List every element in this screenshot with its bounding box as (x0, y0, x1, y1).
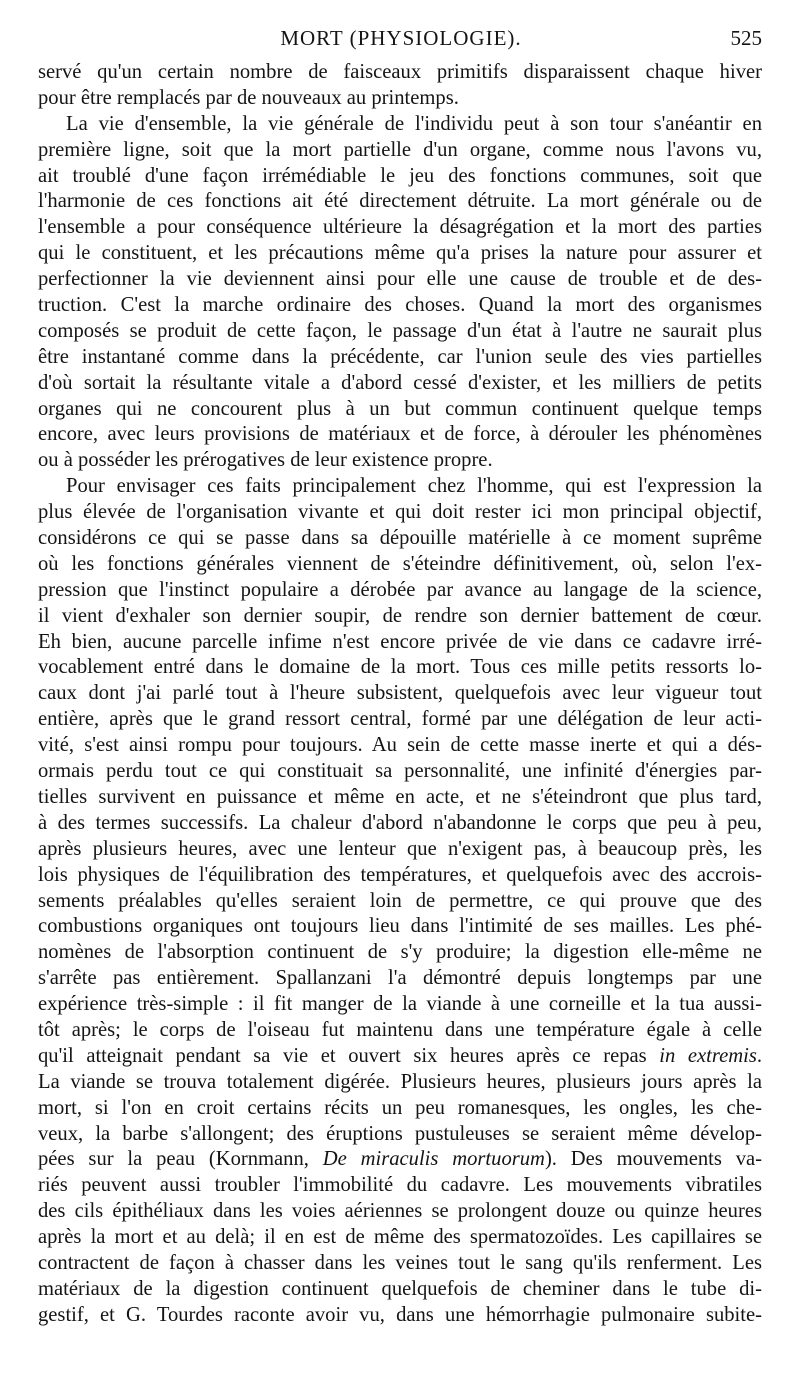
text-line: La vie d'ensemble, la vie générale de l'individu peut à son tour s'anéantir en (66, 112, 762, 135)
running-head (40, 26, 762, 56)
text-line: vité, s'est ainsi rompu pour toujours. Au sein de cette masse inerte et qui a dés- (38, 734, 762, 757)
text-line: truction. C'est la marche ordinaire des choses. Quand la mort des organismes (38, 294, 762, 317)
text-line: vocablement entré dans le domaine de la mort. Tous ces mille petits ressorts lo- (38, 656, 762, 679)
text-line: l'harmonie de ces fonctions ait été directement détruite. La mort générale ou de (38, 190, 762, 213)
text-line: plus élevée de l'organisation vivante et qui doit rester ici mon principal objectif, (38, 501, 762, 524)
text-line: Eh bien, aucune parcelle infime n'est encore privée de vie dans ce cadavre irré- (38, 630, 762, 653)
text-line: ait troublé d'une façon irrémédiable le jeu des fonctions communes, soit que (38, 164, 762, 187)
text-line: mort, si l'on en croit certains récits un peu romanesques, les ongles, les che- (38, 1096, 762, 1119)
text-line: organes qui ne concourent plus à un but commun continuent quelque temps (38, 397, 762, 420)
text-line: nomènes de l'absorption continuent de s'y produire; la digestion elle-même ne (38, 941, 762, 964)
text-line: des cils épithéliaux dans les voies aériennes se prolongent douze ou quinze heures (38, 1200, 762, 1223)
text-line: tôt après; le corps de l'oiseau fut maintenu dans une température égale à celle (38, 1018, 762, 1041)
text-line: d'où sortait la résultante vitale a d'abord cessé d'exister, et les milliers de petits (38, 371, 762, 394)
text-line: pour être remplacés par de nouveaux au printemps. (38, 86, 459, 109)
text-line: riés peuvent aussi troubler l'immobilité du cadavre. Les mouvements vibratiles (38, 1174, 762, 1197)
text-line: considérons ce qui se passe dans sa dépouille matérielle à ce moment suprême (38, 527, 762, 550)
text-line: entière, après que le grand ressort central, formé par une délégation de leur acti- (38, 708, 762, 731)
text-line: contractent de façon à chasser dans les veines tout le sang qu'ils renferment. Les (38, 1251, 762, 1274)
text-line: il vient d'exhaler son dernier soupir, de rendre son dernier battement de cœur. (38, 604, 762, 627)
text-line: ormais perdu tout ce qui constituait sa personnalité, une infinité d'énergies par- (38, 760, 762, 783)
text-line: servé qu'un certain nombre de faisceaux primitifs disparaissent chaque hiver (38, 61, 762, 83)
body-text (38, 60, 762, 1329)
text-line: ou à posséder les prérogatives de leur existence propre. (38, 449, 493, 472)
text-line: La viande se trouva totalement digérée. Plusieurs heures, plusieurs jours après la (38, 1070, 762, 1093)
text-line: combustions organiques ont toujours lieu dans l'intimité de ses mailles. Les phé- (38, 915, 762, 938)
text-line: lois physiques de l'équilibration des températures, et quelquefois avec des accrois- (38, 863, 762, 886)
text-line: l'ensemble a pour conséquence ultérieure la désagrégation et la mort des parties (38, 216, 762, 239)
italic-phrase: De miraculis mortuorum (322, 1148, 545, 1171)
text-line: s'arrête pas entièrement. Spallanzani l'a démontré depuis longtemps par une (38, 967, 762, 990)
text-line: tielles survivent en puissance et même en acte, et ne s'éteindront que plus tard, (38, 785, 762, 808)
text-line: caux dont j'ai parlé tout à l'heure subsistent, quelquefois avec leur vigueur tout (38, 682, 762, 705)
text-line: matériaux de la digestion continuent quelquefois de cheminer dans le tube di- (38, 1277, 762, 1300)
page-number: 525 (730, 26, 762, 50)
text-line: perfectionner la vie deviennent ainsi pour elle une cause de trouble et de des- (38, 268, 762, 291)
text-line: pées sur la peau (Kornmann, De miraculis mortuorum). Des mouvements va- (38, 1148, 763, 1171)
text-line: être instantané comme dans la précédente, car l'union seule des vies partielles (38, 345, 762, 368)
text-line: première ligne, soit que la mort partielle d'un organe, comme nous l'avons vu, (38, 138, 762, 161)
text-line: veux, la barbe s'allongent; des éruptions pustuleuses se seraient même dévelop- (38, 1122, 762, 1145)
italic-phrase: in extremis (659, 1044, 757, 1067)
text-line: gestif, et G. Tourdes raconte avoir vu, dans une hémorrhagie pulmonaire subite- (38, 1303, 762, 1326)
text-line: après plusieurs heures, avec une lenteur que n'exigent pas, à beaucoup près, les (38, 837, 762, 860)
text-line: encore, avec leurs provisions de matériaux et de force, à dérouler les phénomènes (38, 423, 762, 446)
text-line: expérience très-simple : il fit manger de la viande à une corneille et la tua aussi- (38, 993, 762, 1016)
text-line: sements préalables qu'elles seraient loin de permettre, ce qui prouve que des (38, 889, 762, 912)
text-line: Pour envisager ces faits principalement chez l'homme, qui est l'expression la (66, 475, 762, 498)
text-line: après la mort et au delà; il en est de même des spermatozoïdes. Les capillaires se (38, 1226, 762, 1249)
text-line: qui le constituent, et les précautions même qu'a prises la nature pour assurer et (38, 242, 762, 265)
text-line: à des termes successifs. La chaleur d'abord n'abandonne le corps que peu à peu, (38, 811, 762, 834)
text-line: composés se produit de cette façon, le passage d'un état à l'autre ne saurait plus (38, 319, 762, 342)
text-line: pression que l'instinct populaire a dérobée par avance au langage de la science, (38, 578, 762, 601)
running-title: MORT (PHYSIOLOGIE). (280, 26, 522, 50)
text-line: où les fonctions générales viennent de s'éteindre définitivement, où, selon l'ex- (38, 552, 762, 575)
text-line: qu'il atteignait pendant sa vie et ouvert six heures après ce repas in extremis. (38, 1044, 763, 1067)
